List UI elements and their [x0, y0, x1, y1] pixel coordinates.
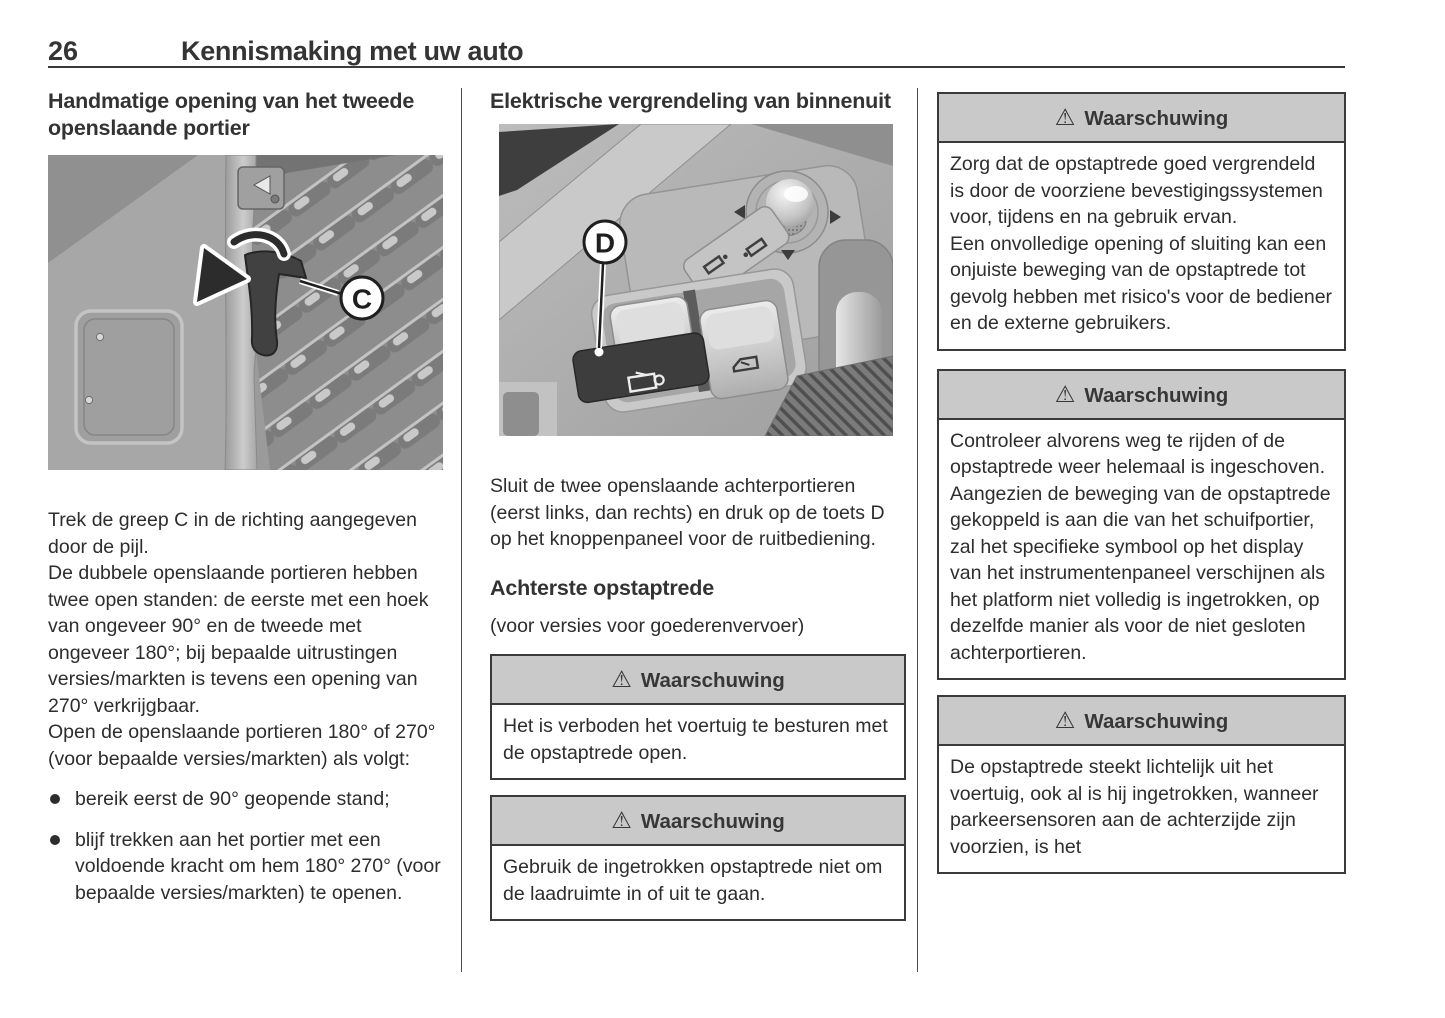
door-hinge-figure	[48, 155, 443, 470]
switch-bezel-edge	[503, 392, 539, 436]
screw	[96, 333, 103, 340]
screw	[85, 396, 92, 403]
sub-note: (voor versies voor goederenvervoer)	[490, 614, 805, 637]
bullet-item: bereik eerst de 90° geopende stand;	[48, 786, 446, 813]
warning-body	[490, 705, 906, 780]
warning-title: Waarschuwing	[1084, 710, 1229, 733]
warning-text: De opstaptrede steekt lichtelijk uit het voertuig, ook al is hij ingetrokken, wanneer parkeersensoren aan de achterzijde zijn voorzien, is het	[950, 756, 1319, 858]
column-divider	[461, 88, 462, 972]
column-right	[937, 88, 1346, 874]
body-paragraphs	[48, 507, 446, 772]
warning-box	[490, 795, 906, 921]
warning-header	[490, 795, 906, 846]
body-paragraphs	[490, 473, 906, 553]
bullet-item: blijf trekken aan het portier met een voldoende kracht om hem 180° 270° (voor bepaalde versies/markten) te openen.	[48, 827, 446, 907]
warning-box	[937, 695, 1346, 874]
warning-title: Waarschuwing	[640, 669, 785, 692]
warning-title: Waarschuwing	[1084, 107, 1229, 130]
door-switch-panel-illustration	[499, 124, 906, 436]
page-title: Kennismaking met uw auto	[181, 36, 524, 66]
warning-header	[937, 695, 1346, 746]
warning-box	[937, 369, 1346, 681]
bullet-list	[48, 786, 446, 906]
warning-text: Een onvolledige opening of sluiting kan een onjuiste beweging van de opstaptrede tot gevolg hebben met risico's voor de bediener en de externe gebruikers.	[950, 232, 1333, 334]
door-switch-panel-figure	[499, 124, 893, 436]
window-switch-right	[698, 299, 789, 400]
paragraph: Sluit de twee openslaande achterportieren (eerst links, dan rechts) en druk op de toets D op het knoppenpaneel voor de ruitbediening.	[490, 475, 885, 550]
section-heading: Elektrische vergrendeling van binnenuit	[490, 89, 891, 113]
warning-icon: ⚠	[1054, 380, 1076, 407]
callout-letter: D	[594, 227, 616, 259]
paragraph: Open de openslaande portieren 180° of 270° (voor bepaalde versies/markten) als volgt:	[48, 721, 436, 770]
door-hinge-illustration	[48, 155, 446, 470]
warning-body	[937, 746, 1346, 874]
warning-icon: ⚠	[611, 807, 632, 833]
warning-title: Waarschuwing	[1084, 383, 1229, 407]
callout-letter: C	[351, 283, 373, 315]
warning-text: Zorg dat de opstaptrede goed vergrendeld is door de voorziene bevestigingssystemen voor, tijdens en na gebruik ervan.	[950, 153, 1323, 228]
warning-box	[490, 654, 906, 780]
section-heading: Achterste opstaptrede	[490, 575, 714, 600]
column-left	[48, 88, 446, 906]
warning-header	[937, 92, 1346, 143]
warning-text: Controleer alvorens weg te rijden of de opstaptrede weer helemaal is ingeschoven. Aangezien de beweging van de opstaptrede gekoppeld is aan die van het schuifportier, zal het specifieke symbool op het display van het instrumentenpaneel verschijnen als het platform niet volledig is ingetrokken, op dezelfde manier als voor de niet gesloten achterportieren.	[950, 429, 1331, 664]
warning-text: Gebruik de ingetrokken opstaptrede niet om de laadruimte in of uit te gaan.	[503, 856, 883, 905]
warning-body	[490, 846, 906, 921]
warning-header	[937, 369, 1346, 420]
warning-title: Waarschuwing	[640, 810, 785, 833]
page-number: 26	[48, 36, 79, 66]
warning-body	[937, 143, 1346, 351]
hinge-bolt	[271, 195, 279, 203]
leader-dot	[595, 348, 604, 357]
column-divider	[917, 88, 918, 972]
warning-text: Het is verboden het voertuig te besturen met de opstaptrede open.	[503, 715, 888, 764]
paragraph: De dubbele openslaande portieren hebben twee open standen: de eerste met een hoek van ongeveer 90° en de tweede met ongeveer 180°; bij bepaalde uitrustingen versies/markten is tevens een opening van 270° verkrijgbaar.	[48, 562, 429, 717]
section-heading: Handmatige opening van het tweede openslaande portier	[48, 89, 415, 140]
warning-icon: ⚠	[1054, 104, 1076, 130]
warning-icon: ⚠	[1054, 707, 1076, 733]
warning-box	[937, 92, 1346, 351]
door-pocket	[76, 311, 182, 443]
column-middle	[490, 88, 906, 921]
header-rule	[48, 66, 1345, 68]
paragraph: Trek de greep C in de richting aangegeven door de pijl.	[48, 509, 417, 558]
warning-icon: ⚠	[611, 666, 632, 692]
warning-header	[490, 654, 906, 705]
warning-body	[937, 420, 1346, 681]
